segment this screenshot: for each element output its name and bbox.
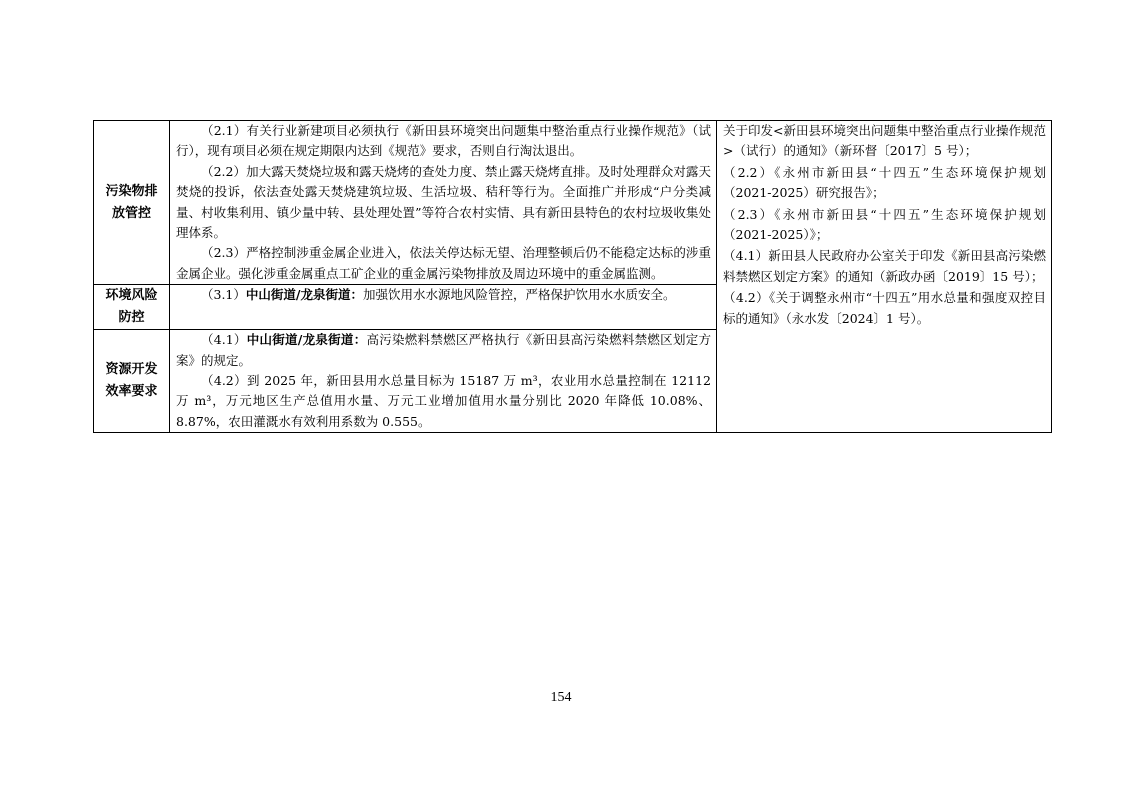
location-label: 中山街道/龙泉街道： [245, 287, 363, 303]
category-cell [94, 285, 170, 330]
category-line: 环境风险 [105, 288, 158, 304]
requirement-paragraph [176, 330, 711, 371]
requirement-cell [170, 330, 717, 433]
basis-paragraph: （4.2）《关于调整永州市“十四五”用水总量和强度双控目标的通知》（永水发〔2024〕1 号）。 [723, 290, 1046, 326]
requirement-paragraph: （2.1）有关行业新建项目必须执行《新田县环境突出问题集中整治重点行业操作规范》（试行），现有项目必须在规定期限内达到《规范》要求，否则自行淘汰退出。 [176, 123, 711, 159]
requirement-paragraph: （2.2）加大露天焚烧垃圾和露天烧烤的查处力度、禁止露天烧烤直排。及时处理群众对露天焚烧的投诉，依法查处露天焚烧建筑垃圾、生活垃圾、秸秆等行为。全面推广并形成“户分类减量、村收集利用、镇少量中转、县处理处置”等符合农村实情、具有新田县特色的农村垃圾收集处理体系。 [176, 163, 711, 241]
policy-table [93, 120, 1052, 433]
table-row [94, 121, 1052, 285]
category-line: 污染物排 [105, 183, 158, 199]
requirement-paragraph: （2.3）严格控制涉重金属企业进入，依法关停达标无望、治理整顿后仍不能稳定达标的涉重金属企业。强化涉重金属重点工矿企业的重金属污染物排放及周边环境中的重金属监测。 [176, 245, 711, 281]
location-label: 中山街道/龙泉街道： [246, 332, 367, 348]
category-line: 资源开发 [105, 362, 158, 378]
basis-cell [717, 121, 1052, 433]
category-cell [94, 121, 170, 285]
requirement-cell [170, 285, 717, 330]
requirement-text: 加强饮用水水源地风险管控，严格保护饮用水水质安全。 [362, 287, 676, 303]
item-number: （3.1） [201, 287, 246, 303]
category-line: 效率要求 [105, 384, 158, 400]
page-number: 154 [550, 690, 572, 705]
category-cell [94, 330, 170, 433]
requirement-cell [170, 121, 717, 285]
basis-paragraph: （2.3）《永州市新田县“十四五”生态环境保护规划（2021-2025）》； [723, 206, 1046, 243]
item-number: （4.1） [201, 332, 247, 348]
category-line: 防控 [118, 310, 145, 326]
category-line: 放管控 [111, 205, 151, 221]
basis-paragraph: 关于印发<新田县环境突出问题集中整治重点行业操作规范>（试行）的通知》（新环督〔2017〕5 号）； [723, 123, 1046, 159]
basis-paragraph: （2.2）《永州市新田县“十四五”生态环境保护规划（2021-2025）研究报告》； [723, 164, 1046, 201]
requirement-paragraph: （4.2）到 2025 年，新田县用水总量目标为 15187 万 m³，农业用水总量控制在 12112 万 m³，万元地区生产总值用水量、万元工业增加值用水量分别比 2020 年降低 10.08%、8.87%，农田灌溉水有效利用系数为 0.555。 [176, 373, 711, 429]
requirement-text: 高污染燃料禁燃区严格执行《新田县高污染燃料禁燃区划定方案》的规定。 [176, 332, 711, 368]
requirement-paragraph [176, 285, 711, 305]
basis-paragraph: （4.1）新田县人民政府办公室关于印发《新田县高污染燃料禁燃区划定方案》的通知（新政办函〔2019〕15 号）； [723, 248, 1046, 284]
